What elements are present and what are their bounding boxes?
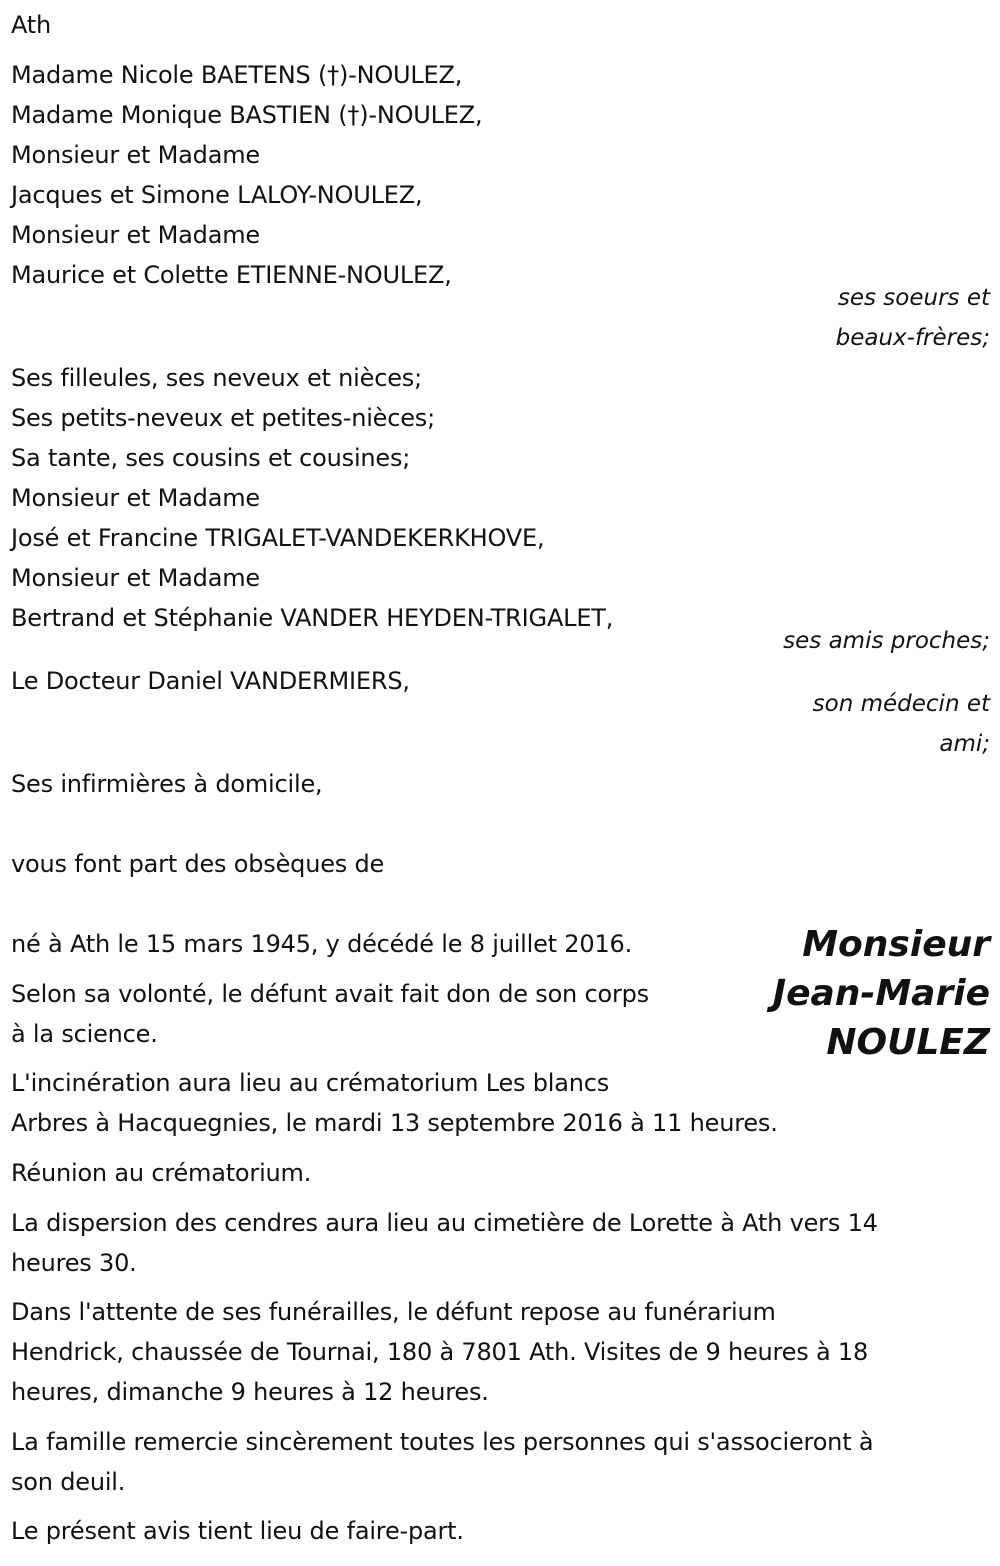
relation-label: ses amis proches; xyxy=(783,628,990,654)
paragraph-line: Dans l'attente de ses funérailles, le défunt repose au funérarium xyxy=(11,1298,776,1326)
paragraph-line: La famille remercie sincèrement toutes les personnes qui s'associeront à xyxy=(11,1428,874,1456)
deceased-title: Monsieur xyxy=(802,924,990,965)
paragraph-line: Arbres à Hacquegnies, le mardi 13 septembre 2016 à 11 heures. xyxy=(11,1109,778,1137)
deceased-last-name: NOULEZ xyxy=(826,1022,990,1063)
family-line: Monsieur et Madame xyxy=(11,564,260,592)
paragraph-line: Réunion au crématorium. xyxy=(11,1159,312,1187)
family-line: José et Francine TRIGALET-VANDEKERKHOVE, xyxy=(11,524,545,552)
family-line: Maurice et Colette ETIENNE-NOULEZ, xyxy=(11,261,452,289)
family-line: Monsieur et Madame xyxy=(11,141,260,169)
city: Ath xyxy=(11,11,52,39)
deceased-name xyxy=(773,920,990,1067)
paragraph-line: son deuil. xyxy=(11,1468,126,1496)
paragraph-line: né à Ath le 15 mars 1945, y décédé le 8 juillet 2016. xyxy=(11,930,633,958)
family-line: Ses petits-neveux et petites-nièces; xyxy=(11,404,435,432)
family-line: Ses filleules, ses neveux et nièces; xyxy=(11,364,422,392)
relation-label: ses soeurs et xyxy=(837,285,990,311)
family-line: Jacques et Simone LALOY-NOULEZ, xyxy=(11,181,423,209)
family-line: Madame Monique BASTIEN (†)-NOULEZ, xyxy=(11,101,483,129)
paragraph-line: Le présent avis tient lieu de faire-part. xyxy=(11,1517,464,1545)
relation-label: son médecin et xyxy=(812,691,990,717)
doctor-line: Le Docteur Daniel VANDERMIERS, xyxy=(11,667,410,695)
paragraph-line: L'incinération aura lieu au crématorium Les blancs xyxy=(11,1069,610,1097)
announcement: vous font part des obsèques de xyxy=(11,850,385,878)
nurses-line: Ses infirmières à domicile, xyxy=(11,770,323,798)
family-line: Bertrand et Stéphanie VANDER HEYDEN-TRIGALET, xyxy=(11,604,614,632)
deceased-first-name: Jean-Marie xyxy=(772,973,990,1014)
family-line: Monsieur et Madame xyxy=(11,221,260,249)
paragraph-line: à la science. xyxy=(11,1020,158,1048)
paragraph-line: Hendrick, chaussée de Tournai, 180 à 7801 Ath. Visites de 9 heures à 18 xyxy=(11,1338,869,1366)
paragraph-line: Selon sa volonté, le défunt avait fait don de son corps xyxy=(11,980,649,1008)
paragraph-line: heures, dimanche 9 heures à 12 heures. xyxy=(11,1378,489,1406)
family-line: Monsieur et Madame xyxy=(11,484,260,512)
family-line: Sa tante, ses cousins et cousines; xyxy=(11,444,411,472)
paragraph-line: heures 30. xyxy=(11,1249,137,1277)
relation-label: beaux-frères; xyxy=(835,325,990,351)
paragraph-line: La dispersion des cendres aura lieu au cimetière de Lorette à Ath vers 14 xyxy=(11,1209,878,1237)
relation-label: ami; xyxy=(939,731,990,757)
family-line: Madame Nicole BAETENS (†)-NOULEZ, xyxy=(11,61,463,89)
